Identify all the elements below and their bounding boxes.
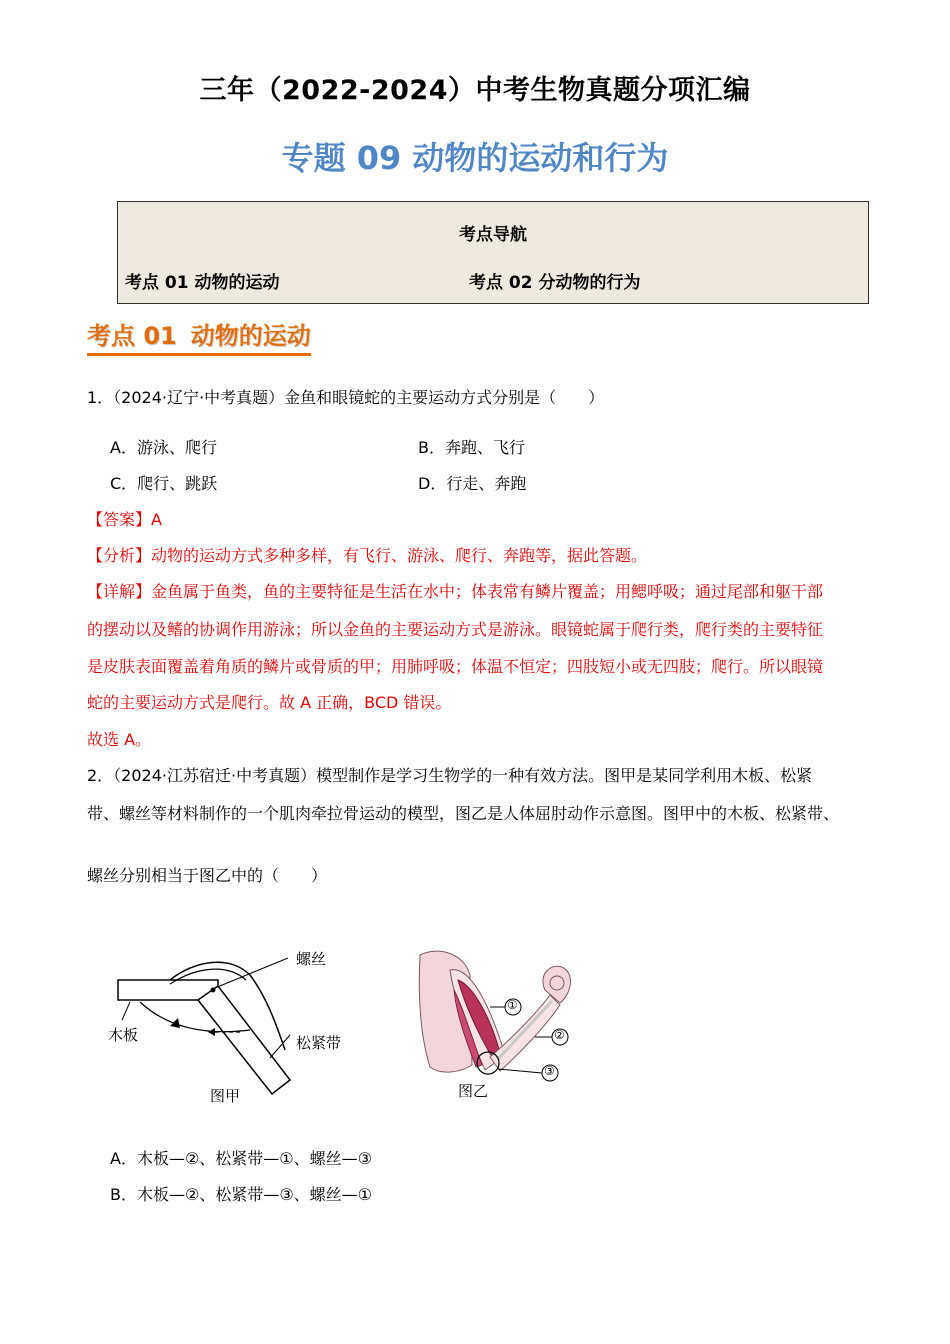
- figure-b-drawing: [410, 945, 600, 1105]
- q1-stem: 1．（2024·辽宁·中考真题）金鱼和眼镜蛇的主要运动方式分别是（ ）: [87, 388, 605, 407]
- section-number: 考点 01: [87, 322, 177, 350]
- topic-navigation-box: [117, 201, 869, 304]
- label-elastic-band: 松紧带: [296, 1034, 342, 1052]
- nav-item-2: 考点 02 分动物的行为: [469, 273, 641, 293]
- q2-stem-line-2: 带、螺丝等材料制作的一个肌肉牵拉骨运动的模型，图乙是人体屈肘动作示意图。图甲中的木板、松紧带、: [87, 804, 840, 823]
- q1-detail-line-3: 是皮肤表面覆盖着角质的鳞片或骨质的甲；用肺呼吸；体温不恒定；四肢短小或无四肢；爬行。所以眼镜: [87, 657, 824, 676]
- q1-analysis: 【分析】动物的运动方式多种多样，有飞行、游泳、爬行、奔跑等，据此答题。: [87, 546, 648, 565]
- q2-option-b: B．木板—②、松紧带—③、螺丝—①: [110, 1185, 373, 1204]
- section-heading: [87, 316, 311, 356]
- figure-b-arm: [410, 945, 600, 1105]
- marker-3: ③: [544, 1064, 555, 1078]
- topic-subtitle: 专题 09 动物的运动和行为: [281, 139, 669, 177]
- q1-detail-line-2: 的摆动以及鳍的协调作用游泳；所以金鱼的主要运动方式是游泳。眼镜蛇属于爬行类，爬行类的主要特征: [87, 620, 824, 639]
- q1-option-c: C．爬行、跳跃: [110, 474, 218, 493]
- section-name: 动物的运动: [190, 322, 311, 350]
- doc-title: 三年（2022-2024）中考生物真题分项汇编: [199, 75, 751, 106]
- figure-b-caption: 图乙: [458, 1082, 489, 1100]
- q1-option-a: A．游泳、爬行: [110, 438, 217, 457]
- nav-heading: 考点导航: [459, 225, 527, 245]
- q1-option-b: B．奔跑、飞行: [418, 438, 525, 457]
- nav-item-1: 考点 01 动物的运动: [125, 273, 280, 293]
- q1-detail-line-1: 【详解】金鱼属于鱼类，鱼的主要特征是生活在水中；体表常有鳞片覆盖；用鳃呼吸；通过尾部和躯干部: [87, 582, 824, 601]
- q2-stem-line-1: 2．（2024·江苏宿迁·中考真题）模型制作是学习生物学的一种有效方法。图甲是某同学利用木板、松紧: [87, 766, 813, 785]
- label-screw: 螺丝: [296, 950, 327, 968]
- q1-conclusion: 故选 A。: [87, 730, 152, 749]
- q1-detail-line-4: 蛇的主要运动方式是爬行。故 A 正确，BCD 错误。: [87, 693, 452, 712]
- marker-2: ②: [554, 1028, 565, 1042]
- figure-a-model: [100, 940, 370, 1110]
- q1-answer: 【答案】A: [87, 510, 162, 529]
- q2-stem-line-3: 螺丝分别相当于图乙中的（ ）: [87, 866, 328, 885]
- marker-1: ①: [507, 998, 518, 1012]
- q2-option-a: A．木板—②、松紧带—①、螺丝—③: [110, 1149, 372, 1168]
- q1-option-d: D．行走、奔跑: [418, 474, 527, 493]
- label-board: 木板: [108, 1026, 139, 1044]
- figure-a-caption: 图甲: [210, 1087, 241, 1105]
